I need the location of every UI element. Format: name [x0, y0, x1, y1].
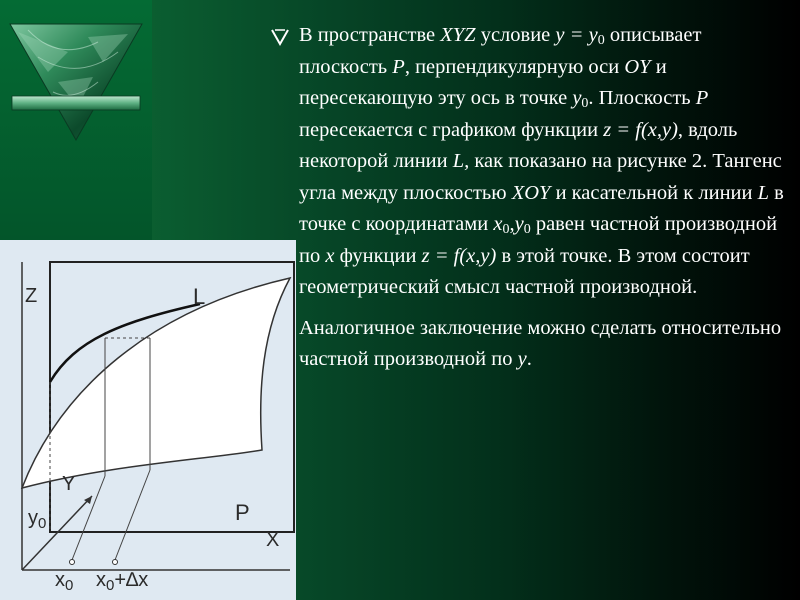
- checkmark-bullet-icon: [270, 26, 290, 46]
- x0-label: $x_0$: [55, 569, 74, 594]
- curve-l-label: L: [193, 284, 206, 309]
- x0dx-marker: [113, 560, 118, 565]
- y-axis-label: Y: [62, 473, 76, 495]
- surface-diagram: [0, 240, 296, 600]
- plane-p-label: P: [235, 500, 250, 525]
- x-axis-label: X: [266, 529, 280, 551]
- paragraph-main: В пространстве XYZ условие $y = y_0$ описывает плоскость P, перпендикулярную оси OY и пересекающую эту ось в точке $y_0$. Плоскость P пересекается с графиком функции z = f(x,y), вдоль некоторой линии L, как показано на рисунке 2. Тангенс угла между плоскостью XOY и касательной к линии L в точке с координатами $x_0,y_0$ равен частной производной по x функции z = f(x,y) в этой точке. В этом состоит геометрический смысл частной производной.: [299, 24, 784, 298]
- surface: [22, 278, 290, 488]
- x0-marker: [70, 560, 75, 565]
- figure-surface-plot: [0, 240, 296, 600]
- z-axis-label: Z: [25, 285, 38, 307]
- paragraph-conclusion: Аналогичное заключение можно сделать относительно частной производной по y.: [299, 316, 782, 370]
- x0-delta-label: $x_0+\Delta x$: [96, 569, 149, 594]
- y0-label: $y_0$: [28, 507, 47, 532]
- slide-text: [266, 20, 786, 376]
- marble-triangle-logo: [8, 22, 144, 147]
